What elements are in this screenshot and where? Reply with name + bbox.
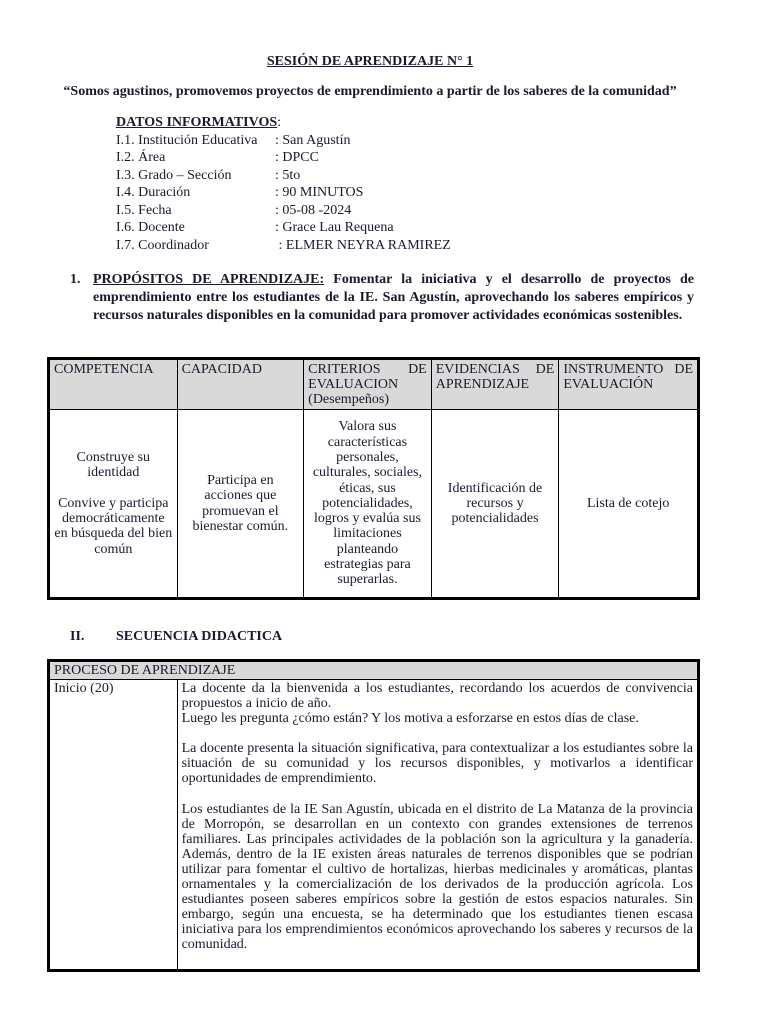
proceso-header-row (49, 661, 699, 680)
header-evidencias: EVIDENCIAS DE APRENDIZAJE (431, 359, 559, 410)
datos-label: I.5. Fecha (116, 202, 172, 218)
inicio-paragraph-2: La docente presenta la situación significativa, para contextualizar a los estudiantes sobre la situación de su comunidad y los recursos disponibles, y motivarlos a identificar oportunidades de emprendimiento. (181, 741, 693, 787)
propositos-section (70, 271, 694, 325)
competencias-body-row (49, 410, 699, 599)
propositos-body: Fomentar la iniciativa y el desarrollo de proyectos de emprendimiento entre los estudiantes de la IE. San Agustín, aprovechando los saberes empíricos y recursos naturales disponibles en la comunidad para promover actividades económicas sostenibles. (93, 272, 694, 323)
datos-value: : 5to (275, 167, 301, 183)
datos-value: : DPCC (275, 150, 319, 165)
datos-value: : 90 MINUTOS (275, 185, 364, 200)
secuencia-number: II. (70, 629, 85, 644)
cell-competencia (49, 410, 178, 599)
session-motto: “Somos agustinos, promovemos proyectos de emprendimiento a partir de los saberes de la comunidad” (63, 84, 677, 99)
secuencia-heading: SECUENCIA DIDACTICA (116, 629, 283, 644)
datos-row-coordinador (116, 237, 516, 255)
phase-label: Inicio (20) (49, 680, 178, 971)
phase-description (177, 680, 698, 971)
competencia-construye: Construye su identidad (76, 450, 151, 481)
paragraph-line: La docente da la bienvenida a los estudiantes, recordando los acuerdos de convivencia propuestos a inicio de año. (181, 681, 693, 712)
datos-label: I.7. Coordinador (116, 237, 209, 253)
secuencia-section (70, 629, 282, 645)
cell-evidencias: Identificación de recursos y potencialidades (431, 410, 559, 599)
inicio-paragraph-3: Los estudiantes de la IE San Agustín, ubicada en el distrito de La Matanza de la provincia de Morropón, se desarrollan en un contexto con grandes extensiones de terrenos familiares. Las principales actividades de la población son la agricultura y la ganadería. Además, dentro de la IE existen áreas naturales de terrenos disponibles que se podrían utilizar para fomentar el cultivo de hortalizas, hierbas medicinales y aromáticas, plantas ornamentales y la comercialización de los derivados de la producción agrícola. Los estudiantes poseen saberes empíricos sobre la gestión de estos espacios naturales. Sin embargo, según una encuesta, se ha determinado que los estudiantes tienen escasa iniciativa para los emprendimientos económicos aprovechando los saberes y recursos de la comunidad. (181, 801, 693, 953)
datos-heading: DATOS INFORMATIVOS (116, 115, 278, 130)
cell-criterios: Valora sus características personales, culturales, sociales, éticas, sus potencialidades, logros y evalúa sus limitaciones planteando estrategias para superarlas. (304, 410, 432, 599)
proceso-header: PROCESO DE APRENDIZAJE (49, 661, 699, 680)
datos-row-fecha (116, 202, 516, 220)
inicio-paragraph-1 (182, 681, 693, 726)
cell-capacidad: Participa en acciones que promuevan el bienestar común. (177, 410, 304, 599)
datos-label: I.2. Área (116, 150, 166, 165)
datos-row-grado (116, 167, 516, 185)
datos-row-institucion (116, 132, 516, 150)
header-competencia: COMPETENCIA (49, 359, 178, 410)
propositos-text (93, 271, 694, 325)
datos-row-docente (116, 219, 516, 237)
propositos-heading: PROPÓSITOS DE APRENDIZAJE: (93, 272, 325, 287)
datos-heading-colon: : (277, 115, 282, 130)
datos-label: I.6. Docente (116, 220, 185, 235)
datos-value: : 05-08 -2024 (275, 202, 352, 218)
competencias-table (47, 357, 700, 600)
datos-label: I.4. Duración (116, 185, 191, 200)
page-title: SESIÓN DE APRENDIZAJE N° 1 (266, 54, 474, 69)
datos-row-duracion (116, 184, 516, 202)
paragraph-line: Luego les pregunta ¿cómo están? Y los motiva a esforzarse en estos días de clase. (181, 711, 639, 727)
header-criterios: CRITERIOS DE EVALUACION (Desempeños) (304, 359, 432, 410)
datos-label: I.3. Grado – Sección (116, 167, 232, 183)
competencias-header-row (49, 359, 699, 410)
header-instrumento: INSTRUMENTO DE EVALUACIÓN (559, 359, 699, 410)
datos-informativos (116, 114, 516, 254)
competencia-convive: Convive y participa democráticamente en búsqueda del bien común (54, 495, 173, 557)
datos-value: : Grace Lau Requena (275, 220, 394, 235)
propositos-number: 1. (70, 272, 81, 287)
cell-instrumento: Lista de cotejo (559, 410, 699, 599)
datos-label: I.1. Institución Educativa (116, 132, 258, 148)
proceso-inicio-row (49, 680, 699, 971)
datos-value: : ELMER NEYRA RAMIREZ (275, 237, 451, 253)
proceso-table (47, 659, 700, 972)
datos-value: : San Agustín (275, 132, 351, 148)
datos-row-area (116, 149, 516, 167)
datos-heading-line (116, 114, 516, 132)
header-capacidad: CAPACIDAD (177, 359, 304, 410)
